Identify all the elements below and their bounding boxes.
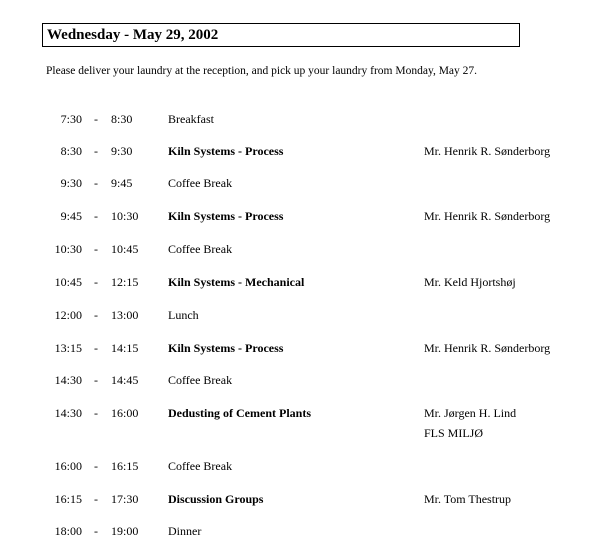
end-time: 12:15 <box>111 275 139 289</box>
start-time: 16:00 <box>54 459 82 473</box>
time-dash: - <box>94 406 98 420</box>
session-title: Dinner <box>168 524 202 538</box>
speaker-name: Mr. Henrik R. Sønderborg <box>424 209 551 223</box>
session-title: Coffee Break <box>168 459 233 473</box>
laundry-note: Please deliver your laundry at the reception, and pick up your laundry from Monday, May 27. <box>46 65 478 77</box>
end-time: 16:00 <box>111 406 139 420</box>
time-dash: - <box>94 373 98 387</box>
time-dash: - <box>94 459 98 473</box>
time-dash: - <box>94 144 98 158</box>
start-time: 9:45 <box>60 209 82 223</box>
start-time: 9:30 <box>60 176 82 190</box>
session-title: Lunch <box>168 308 199 322</box>
speaker-name: Mr. Jørgen H. Lind <box>424 406 517 420</box>
time-dash: - <box>94 112 98 126</box>
time-dash: - <box>94 275 98 289</box>
end-time: 14:15 <box>111 341 139 355</box>
session-title: Kiln Systems - Process <box>168 341 284 355</box>
end-time: 14:45 <box>111 373 139 387</box>
session-title: Kiln Systems - Process <box>168 209 284 223</box>
start-time: 8:30 <box>60 144 82 158</box>
speaker-name: Mr. Henrik R. Sønderborg <box>424 341 551 355</box>
start-time: 14:30 <box>54 406 82 420</box>
end-time: 17:30 <box>111 492 139 506</box>
end-time: 10:45 <box>111 242 139 256</box>
end-time: 13:00 <box>111 308 139 322</box>
time-dash: - <box>94 524 98 538</box>
start-time: 7:30 <box>60 112 82 126</box>
time-dash: - <box>94 341 98 355</box>
speaker-name: Mr. Tom Thestrup <box>424 492 512 506</box>
time-dash: - <box>94 492 98 506</box>
start-time: 10:45 <box>54 275 82 289</box>
start-time: 13:15 <box>54 341 82 355</box>
session-title: Kiln Systems - Process <box>168 144 284 158</box>
day-heading: Wednesday - May 29, 2002 <box>42 23 520 47</box>
session-title: Kiln Systems - Mechanical <box>168 275 305 289</box>
end-time: 9:45 <box>111 176 133 190</box>
speaker-name: Mr. Keld Hjortshøj <box>424 275 516 289</box>
end-time: 10:30 <box>111 209 139 223</box>
start-time: 18:00 <box>54 524 82 538</box>
speaker-organization: FLS MILJØ <box>424 426 484 440</box>
end-time: 9:30 <box>111 144 133 158</box>
session-title: Dedusting of Cement Plants <box>168 406 311 420</box>
session-title: Coffee Break <box>168 242 233 256</box>
speaker-name: Mr. Henrik R. Sønderborg <box>424 144 551 158</box>
end-time: 8:30 <box>111 112 133 126</box>
session-title: Coffee Break <box>168 176 233 190</box>
time-dash: - <box>94 242 98 256</box>
end-time: 19:00 <box>111 524 139 538</box>
start-time: 10:30 <box>54 242 82 256</box>
session-title: Discussion Groups <box>168 492 264 506</box>
start-time: 14:30 <box>54 373 82 387</box>
time-dash: - <box>94 308 98 322</box>
schedule-row <box>0 406 594 442</box>
start-time: 12:00 <box>54 308 82 322</box>
session-title: Coffee Break <box>168 373 233 387</box>
session-title: Breakfast <box>168 112 214 126</box>
time-dash: - <box>94 176 98 190</box>
start-time: 16:15 <box>54 492 82 506</box>
end-time: 16:15 <box>111 459 139 473</box>
time-dash: - <box>94 209 98 223</box>
